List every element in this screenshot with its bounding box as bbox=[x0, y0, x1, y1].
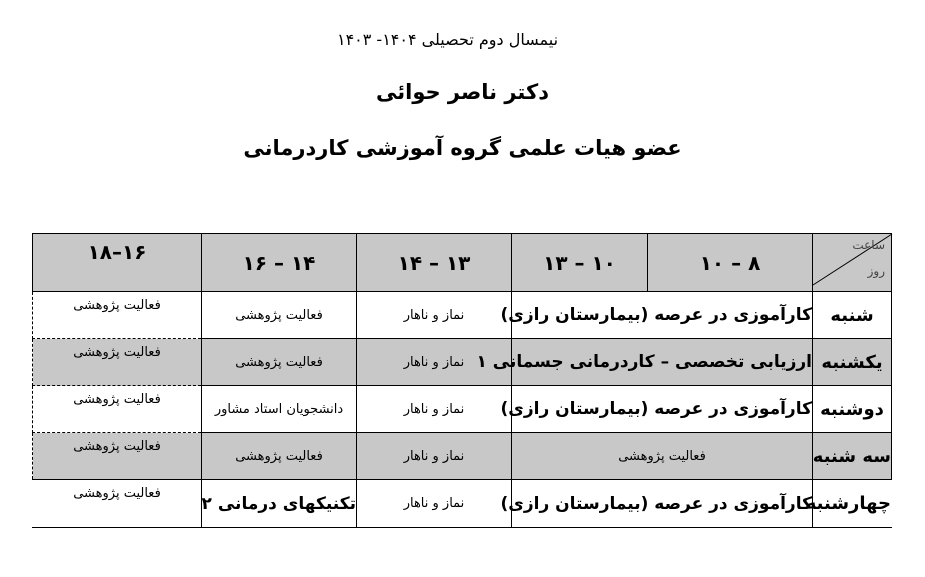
cell-wednesday-16-18: فعالیت پژوهشی bbox=[33, 480, 202, 528]
cell-sunday-13-14: نماز و ناهار bbox=[357, 339, 512, 386]
cell-sunday-16-18: فعالیت پژوهشی bbox=[33, 339, 202, 386]
cell-wednesday-14-16: تکنیکهای درمانی ۲ bbox=[202, 480, 357, 528]
cell-tuesday-13-14: نماز و ناهار bbox=[357, 433, 512, 480]
cell-wednesday-13-14: نماز و ناهار bbox=[357, 480, 512, 528]
cell-sunday-14-16: فعالیت پژوهشی bbox=[202, 339, 357, 386]
header-row bbox=[33, 234, 892, 292]
corner-hour-label: ساعت bbox=[852, 238, 885, 252]
cell-sunday-morning: ارزیابی تخصصی – کاردرمانی جسمانی ۱ bbox=[512, 339, 813, 386]
department-title: عضو هیات علمی گروه آموزشی کاردرمانی bbox=[243, 136, 682, 160]
table-row-tuesday bbox=[33, 433, 892, 480]
day-label-sunday: یکشنبه bbox=[813, 339, 892, 386]
cell-tuesday-morning: فعالیت پژوهشی bbox=[512, 433, 813, 480]
corner-day-label: روز bbox=[867, 264, 885, 278]
day-label-wednesday: چهارشنبه bbox=[813, 480, 892, 528]
column-header-13-14: ۱۳ – ۱۴ bbox=[357, 234, 512, 292]
column-header-8-10: ۸ – ۱۰ bbox=[648, 234, 813, 292]
column-header-16-18: ۱۶–۱۸ bbox=[33, 234, 202, 292]
cell-monday-13-14: نماز و ناهار bbox=[357, 386, 512, 433]
cell-tuesday-16-18: فعالیت پژوهشی bbox=[33, 433, 202, 480]
weekly-schedule-table bbox=[32, 233, 892, 528]
cell-wednesday-morning: کارآموزی در عرصه (بیمارستان رازی) bbox=[512, 480, 813, 528]
table-row-monday bbox=[33, 386, 892, 433]
cell-tuesday-14-16: فعالیت پژوهشی bbox=[202, 433, 357, 480]
semester-title: نیمسال دوم تحصیلی ۱۴۰۴- ۱۴۰۳ bbox=[336, 30, 559, 49]
cell-monday-16-18: فعالیت پژوهشی bbox=[33, 386, 202, 433]
corner-header-cell bbox=[813, 234, 892, 292]
column-header-10-13: ۱۰ – ۱۳ bbox=[512, 234, 648, 292]
day-label-tuesday: سه شنبه bbox=[813, 433, 892, 480]
cell-saturday-14-16: فعالیت پژوهشی bbox=[202, 292, 357, 339]
cell-monday-morning: کارآموزی در عرصه (بیمارستان رازی) bbox=[512, 386, 813, 433]
cell-saturday-16-18: فعالیت پژوهشی bbox=[33, 292, 202, 339]
table-row-saturday bbox=[33, 292, 892, 339]
column-header-14-16: ۱۴ – ۱۶ bbox=[202, 234, 357, 292]
table-row-wednesday bbox=[33, 480, 892, 528]
day-label-saturday: شنبه bbox=[813, 292, 892, 339]
table-row-sunday bbox=[33, 339, 892, 386]
cell-saturday-13-14: نماز و ناهار bbox=[357, 292, 512, 339]
cell-monday-14-16: دانشجویان استاد مشاور bbox=[202, 386, 357, 433]
instructor-name: دکتر ناصر حوائی bbox=[375, 80, 549, 104]
day-label-monday: دوشنبه bbox=[813, 386, 892, 433]
cell-saturday-morning: کارآموزی در عرصه (بیمارستان رازی) bbox=[512, 292, 813, 339]
